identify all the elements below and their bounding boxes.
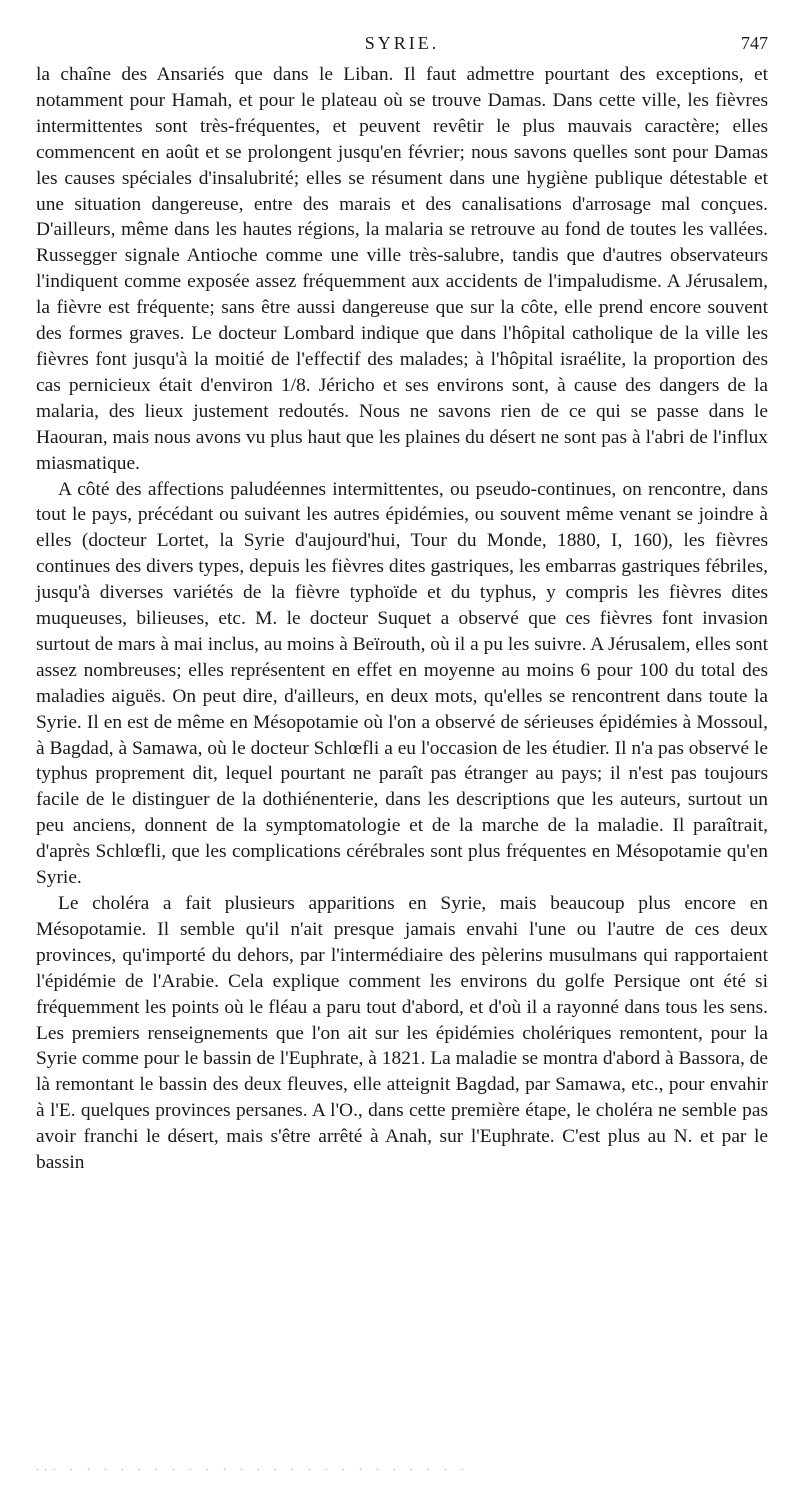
- body-text: [36, 62, 768, 1176]
- page-number: 747: [741, 33, 768, 53]
- running-header: [36, 30, 768, 56]
- paragraph-malaria-continued: la chaîne des Ansariés que dans le Liban. Il faut admettre pourtant des exceptions, et notamment pour Hamah, et pour le plateau où se trouve Damas. Dans cette ville, les fièvres intermittentes sont très-fréquentes, et peuvent revêtir le plus mauvais caractère; elles commencent en août et se prolongent jusqu'en février; nous savons quelles sont pour Damas les causes spéciales d'insalubrité; elles se résument dans une hygiène publique détestable et une situation dangereuse, entre des marais et des canalisations d'arrosage mal conçues. D'ailleurs, même dans les hautes régions, la malaria se retrouve au fond de toutes les vallées. Russegger signale Antioche comme une ville très-salubre, tandis que d'autres observateurs l'indiquent comme exposée assez fréquemment aux accidents de l'impaludisme. A Jérusalem, la fièvre est fréquente; sans être aussi dangereuse que sur la côte, elle prend encore souvent des formes graves. Le docteur Lombard indique que dans l'hôpital catholique de la ville les fièvres font jusqu'à la moitié de l'effectif des malades; à l'hôpital israélite, la proportion des cas pernicieux était d'environ 1/8. Jéricho et ses environs sont, à cause des dangers de la malaria, des lieux justement redoutés. Nous ne savons rien de ce qui se passe dans le Haouran, mais nous avons vu plus haut que les plaines du désert ne sont pas à l'abri de l'influx miasmatique.: [36, 64, 768, 474]
- running-title: SYRIE.: [364, 33, 440, 53]
- paragraph-continuous-fevers: A côté des affections paludéennes intermittentes, ou pseudo-continues, on rencontre, dans tout le pays, précédant ou suivant les autres épidémies, ou souvent même venant se joindre à elles (docteur Lortet, la Syrie d'aujourd'hui, Tour du Monde, 1880, I, 160), les fièvres continues des divers types, depuis les fièvres dites gastriques, les embarras gastriques fébriles, jusqu'à diverses variétés de la fièvre typhoïde et du typhus, y compris les fièvres dites muqueuses, bilieuses, etc. M. le docteur Suquet a observé que ces fièvres font invasion surtout de mars à mai inclus, au moins à Beïrouth, où il a pu les suivre. A Jérusalem, elles sont assez nombreuses; elles représentent en effet en moyenne au moins 6 pour 100 du total des maladies aiguës. On peut dire, d'ailleurs, en deux mots, qu'elles se rencontrent dans toute la Syrie. Il en est de même en Mésopotamie où l'on a observé de sérieuses épidémies à Mossoul, à Bagdad, à Samawa, où le docteur Schlœfli a eu l'occasion de les étudier. Il n'a pas observé le typhus proprement dit, lequel pourtant ne paraît pas étranger au pays; il n'est pas toujours facile de le distinguer de la dothiénenterie, dans les descriptions que les auteurs, surtout un peu anciens, donnent de la symptomatologie et de la marche de la maladie. Il paraîtrait, d'après Schlœfli, que les complications cérébrales sont plus fréquentes en Mésopotamie qu'en Syrie.: [36, 478, 768, 889]
- paragraph-cholera: Le choléra a fait plusieurs apparitions en Syrie, mais beaucoup plus encore en Mésopotamie. Il semble qu'il n'ait presque jamais envahi l'une ou l'autre de ces deux provinces, qu'importé du dehors, par l'intermédiaire des pèlerins musulmans qui rapportaient l'épidémie de l'Arabie. Cela explique comment les environs du golfe Persique ont été si fréquemment les points où le fléau a paru tout d'abord, et d'où il a rayonné dans tous les sens. Les premiers renseignements que l'on ait sur les épidémies cholériques remontent, pour la Syrie comme pour le bassin de l'Euphrate, à 1821. La maladie se montra d'abord à Bassora, de là remontant le bassin des deux fleuves, elle atteignit Bagdad, par Samawa, etc., pour envahir à l'E. quelques provinces persanes. A l'O., dans cette première étape, le choléra ne semble pas avoir franchi le désert, mais s'être arrêté à Anah, sur l'Euphrate. C'est plus au N. et par le bassin: [36, 893, 768, 1174]
- footer-scan-marks: ... . . . . . . . . . . . . . . . . . . . . . . . .: [36, 1462, 470, 1473]
